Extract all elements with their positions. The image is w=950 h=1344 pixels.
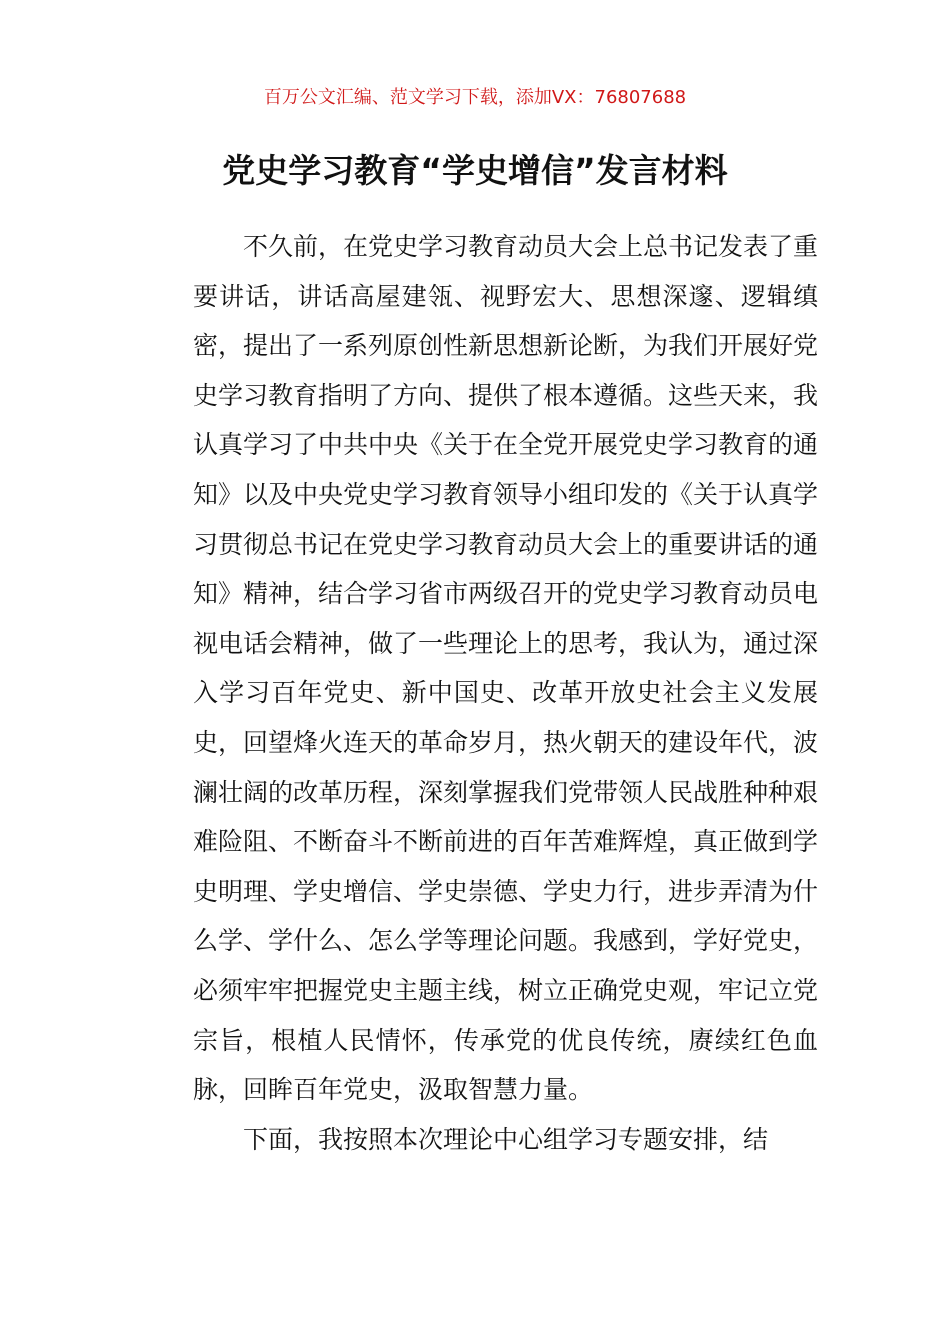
body-paragraph-2: 下面，我按照本次理论中心组学习专题安排，结	[243, 1124, 769, 1154]
document-body	[193, 222, 818, 1164]
document-title: 党史学习教育“学史增信”发言材料	[222, 151, 728, 190]
promo-banner: 百万公文汇编、范文学习下载，添加VX：76807688	[263, 87, 687, 108]
body-paragraph-1: 不久前，在党史学习教育动员大会上总书记发表了重要讲话，讲话高屋建瓴、视野宏大、思想深邃、逻辑缜密，提出了一系列原创性新思想新论断，为我们开展好党史学习教育指明了方向、提供了根本遵循。这些天来，我认真学习了中共中央《关于在全党开展党史学习教育的通知》以及中央党史学习教育领导小组印发的《关于认真学习贯彻总书记在党史学习教育动员大会上的重要讲话的通知》精神，结合学习省市两级召开的党史学习教育动员电视电话会精神，做了一些理论上的思考，我认为，通过深入学习百年党史、新中国史、改革开放史社会主义发展史，回望烽火连天的革命岁月，热火朝天的建设年代，波澜壮阔的改革历程，深刻掌握我们党带领人民战胜种种艰难险阻、不断奋斗不断前进的百年苦难辉煌，真正做到学史明理、学史增信、学史崇德、学史力行，进步弄清为什么学、学什么、怎么学等理论问题。我感到，学好党史，必须牢牢把握党史主题主线，树立正确党史观，牢记立党宗旨，根植人民情怀，传承党的优良传统，赓续红色血脉，回眸百年党史，汲取智慧力量。	[193, 232, 819, 1105]
